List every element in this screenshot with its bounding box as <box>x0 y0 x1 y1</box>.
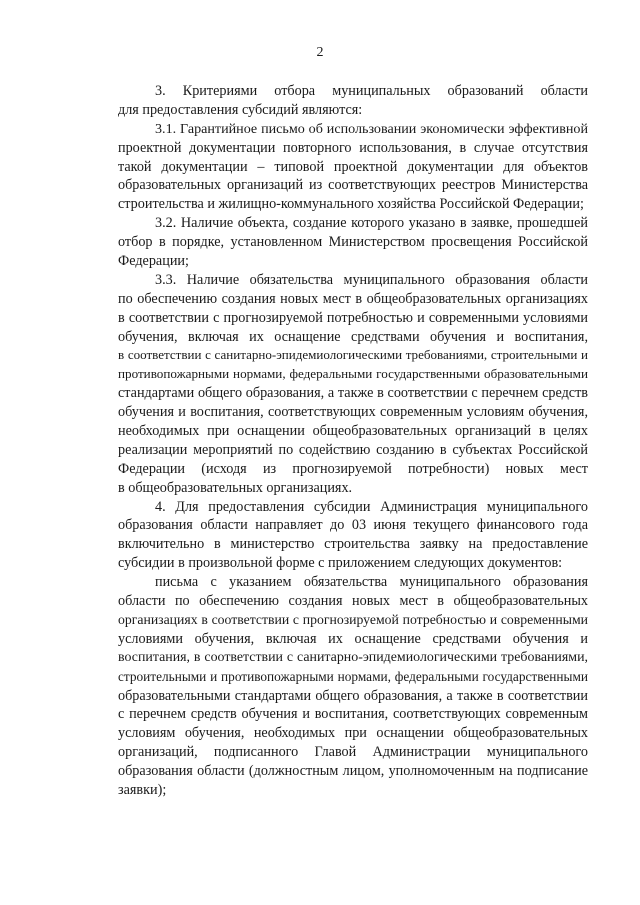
text-line: обучения и воспитания, соответствующих современным условиям обучения, <box>118 404 588 421</box>
text-line: строительства и жилищно-коммунального хозяйства Российской Федерации; <box>118 196 584 213</box>
text-line: образовательными стандартами общего образования, а также в соответствии <box>118 687 588 704</box>
text-line: 3.3. Наличие обязательства муниципального образования области <box>155 271 588 288</box>
text-line: условиями обучения, включая их оснащение средствами обучения и <box>118 630 588 647</box>
text-line: воспитания, в соответствии с санитарно-эпидемиологическими требованиями, <box>118 649 588 665</box>
text-line: образовательных организаций из соответствующих реестров Министерства <box>118 177 588 194</box>
text-line: включительно в министерство строительства заявку на предоставление <box>118 536 588 553</box>
text-line: строительными и противопожарными нормами, федеральными государственными <box>118 668 588 684</box>
text-line: отбор в порядке, установленном Министерством просвещения Российской <box>118 234 588 251</box>
text-line: 3.1. Гарантийное письмо об использовании экономически эффективной <box>155 120 588 137</box>
text-line: с перечнем средств обучения и воспитания, соответствующих современным <box>118 706 588 723</box>
text-line: субсидии в произвольной форме с приложением следующих документов: <box>118 555 563 572</box>
text-line: организаций, подписанного Главой Администрации муниципального <box>118 744 588 761</box>
text-line: стандартами общего образования, а также в соответствии с перечнем средств <box>118 385 588 402</box>
text-line: области по обеспечению создания новых мест в общеобразовательных <box>118 593 588 610</box>
text-line: 3.2. Наличие объекта, создание которого указано в заявке, прошедшей <box>155 215 588 232</box>
text-line: противопожарными нормами, федеральными государственными образовательными <box>118 366 588 382</box>
text-line: образования области направляет до 03 июня текущего финансового года <box>118 517 588 534</box>
text-line: для предоставления субсидий являются: <box>118 101 363 118</box>
text-line: в общеобразовательных организациях. <box>118 479 353 496</box>
text-line: Федерации; <box>118 253 189 270</box>
text-line: 3. Критериями отбора муниципальных образований области <box>155 83 588 99</box>
text-line: организациях в соответствии с прогнозируемой потребностью и современными <box>118 611 588 627</box>
text-line: в соответствии с санитарно-эпидемиологическими требованиями, строительными и <box>118 347 588 363</box>
text-line: необходимых при оснащении общеобразовательных организаций в целях <box>118 423 588 440</box>
document-body <box>118 82 588 800</box>
text-line: по обеспечению создания новых мест в общеобразовательных организациях <box>118 290 588 307</box>
text-line: письма с указанием обязательства муниципального образования <box>155 574 588 591</box>
text-line: образования области (должностным лицом, уполномоченным на подписание <box>118 763 588 780</box>
text-line: условиям обучения, необходимых при оснащении общеобразовательных <box>118 725 588 742</box>
text-line: 4. Для предоставления субсидии Администрация муниципального <box>155 498 588 515</box>
text-line: проектной документации повторного использования, в случае отсутствия <box>118 139 588 156</box>
page-number: 2 <box>316 45 324 60</box>
text-line: Федерации (исходя из прогнозируемой потребности) новых мест <box>118 460 588 477</box>
text-line: заявки); <box>118 781 167 798</box>
text-line: в соответствии с прогнозируемой потребностью и современными условиями <box>118 309 588 326</box>
text-line: обучения, включая их оснащение средствами обучения и воспитания, <box>118 328 588 345</box>
text-line: реализации мероприятий по содействию созданию в субъектах Российской <box>118 441 588 458</box>
text-line: такой документации – типовой проектной документации для объектов <box>118 158 588 175</box>
